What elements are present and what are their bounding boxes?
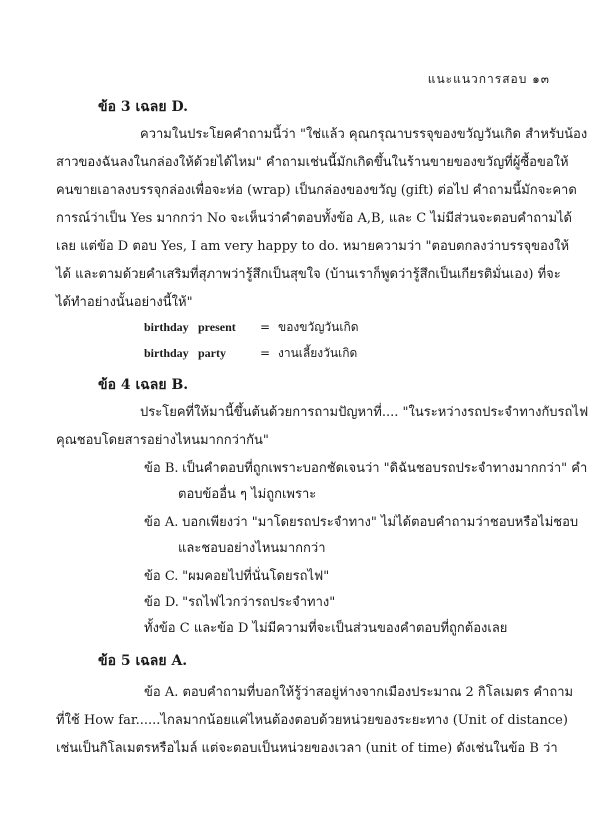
term-row — [144, 318, 359, 336]
q4-choice-d — [144, 594, 335, 612]
q4-summary: ทั้งข้อ C และข้อ D ไม่มีความที่จะเป็นส่วนของคำตอบที่ถูกต้องเลย — [144, 621, 508, 636]
q3-line-6: ได้ และตามด้วยคำเสริมที่สุภาพว่ารู้สึกเป็นสุขใจ (บ้านเราก็พูดว่ารู้สึกเป็นเกียรติมั่นเอง) ที่จะ — [56, 267, 561, 282]
choice-text: เป็นคำตอบที่ถูกเพราะบอกชัดเจนว่า "ดิฉันชอบรถประจำทางมากกว่า" คำ — [182, 461, 588, 476]
choice-label: ข้อ C. — [144, 569, 179, 584]
q5-heading: ข้อ 5 เฉลย A. — [98, 653, 188, 669]
q5-line-2: ที่ใช้ How far......ไกลมากน้อยแค่ไหนต้องตอบด้วยหน่วยของระยะทาง (Unit of distance) — [56, 713, 568, 728]
term-en-1: birthday — [144, 346, 189, 360]
term-en-1: birthday — [144, 320, 189, 334]
q3-line-4: การณ์ว่าเป็น Yes มากกว่า No จะเห็นว่าคำตอบทั้งข้อ A,B, และ C ไม่มีส่วนจะตอบคำถามได้ — [56, 211, 572, 226]
choice-label: ข้อ B. — [144, 461, 179, 476]
q4-heading: ข้อ 4 เฉลย B. — [98, 377, 189, 393]
choice-label: ข้อ A. — [144, 515, 179, 530]
q3-line-3: คนขายเอาลงบรรจุกล่องเพื่อจะห่อ (wrap) เป็นกล่องของขวัญ (gift) ต่อไป คำถามนี้มักจะคาด — [56, 183, 577, 198]
q5-line-3: เช่นเป็นกิโลเมตรหรือไมล์ แต่จะตอบเป็นหน่วยของเวลา (unit of time) ดังเช่นในข้อ B ว่า — [56, 741, 558, 756]
q3-line-2: สาวของฉันลงในกล่องให้ด้วยได้ไหม" คำถามเช่นนี้มักเกิดขึ้นในร้านขายของขวัญที่ผู้ซื้อขอให้ — [56, 155, 569, 170]
q3-line-7: ได้ทำอย่างนั้นอย่างนี้ให้" — [56, 295, 193, 310]
term-eq: = — [259, 320, 271, 334]
term-row — [144, 344, 357, 362]
term-eq: = — [259, 346, 271, 360]
term-en-2: party — [198, 346, 226, 360]
q4-choice-c — [144, 568, 329, 586]
choice-label: ข้อ D. — [144, 595, 179, 610]
q3-line-5: เลย แต่ข้อ D ตอบ Yes, I am very happy to do. หมายความว่า "ตอบตกลงว่าบรรจุของให้ — [56, 239, 570, 254]
q4-choice-a-line-2: และชอบอย่างไหนมากกว่า — [178, 541, 326, 556]
page-header: แนะแนวการสอบ ๑๓ — [427, 72, 550, 86]
q5-line-1: ข้อ A. ตอบคำถามที่บอกให้รู้ว่าสอยู่ห่างจากเมืองประมาณ 2 กิโลเมตร คำถาม — [144, 685, 574, 700]
choice-text: บอกเพียงว่า "มาโดยรถประจำทาง" ไม่ได้ตอบคำถามว่าชอบหรือไม่ชอบ — [182, 515, 579, 530]
q4-choice-b-line-2: ตอบข้ออื่น ๆ ไม่ถูกเพราะ — [178, 487, 317, 502]
q4-intro-2: คุณชอบโดยสารอย่างไหนมากกว่ากัน" — [56, 433, 269, 448]
choice-text: "ผมคอยไปที่นั่นโดยรถไฟ" — [182, 569, 330, 584]
q4-choice-b-line-1 — [144, 460, 587, 478]
q3-heading: ข้อ 3 เฉลย D. — [98, 99, 188, 115]
choice-text: "รถไฟไวกว่ารถประจำทาง" — [182, 595, 336, 610]
q3-line-1: ความในประโยคคำถามนี้ว่า "ใช่แล้ว คุณกรุณาบรรจุของขวัญวันเกิด สำหรับน้อง — [140, 127, 588, 142]
q4-choice-a-line-1 — [144, 514, 578, 532]
term-en-2: present — [198, 320, 236, 334]
term-th: ของขวัญวันเกิด — [278, 320, 359, 334]
term-th: งานเลี้ยงวันเกิด — [278, 346, 358, 360]
q4-intro-1: ประโยคที่ให้มานี้ขึ้นต้นด้วยการถามปัญหาที่.... "ในระหว่างรถประจำทางกับรถไฟ — [140, 405, 589, 420]
